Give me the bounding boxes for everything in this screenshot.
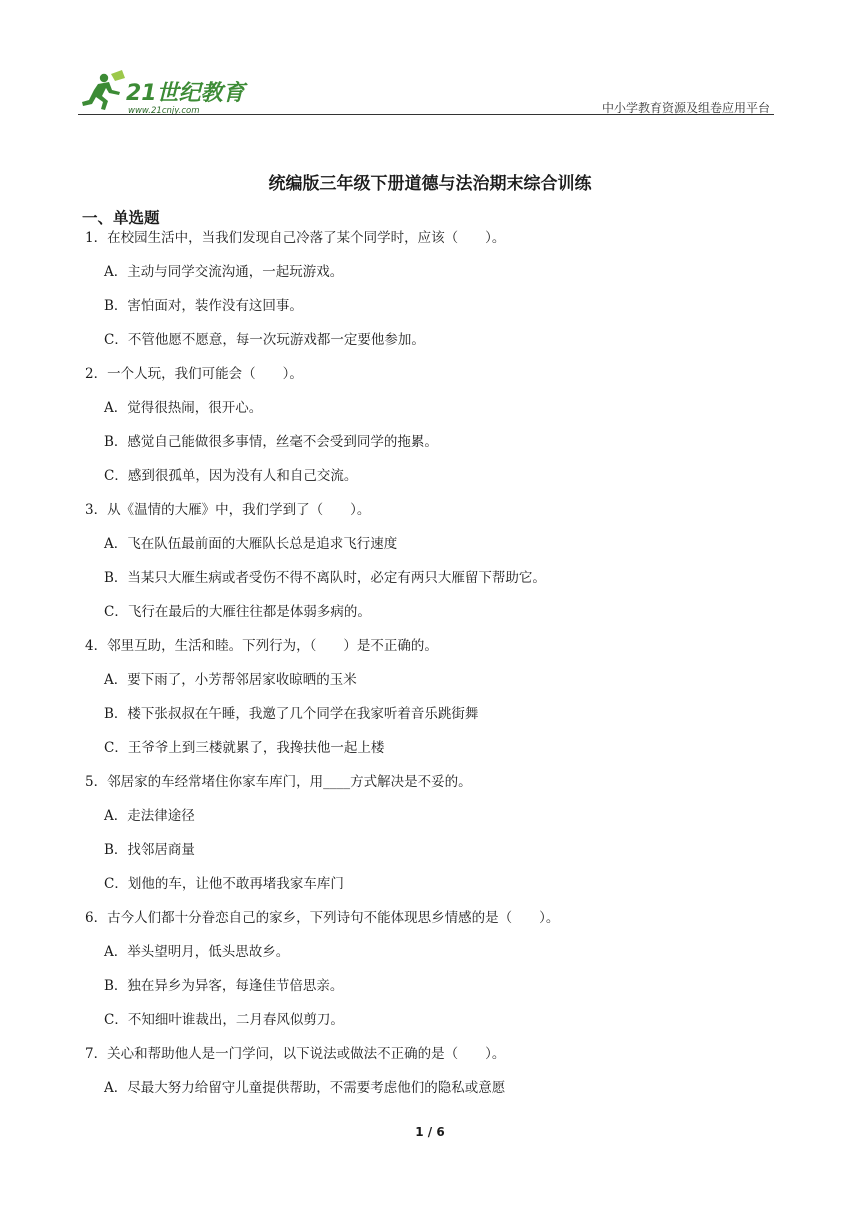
header-rule (78, 114, 774, 115)
question-text: 5．邻居家的车经常堵住你家车库门，用____方式解决是不妥的。 (85, 774, 472, 790)
question-text: 4．邻里互助，生活和睦。下列行为，（ ）是不正确的。 (85, 638, 438, 654)
option-b: B．找邻居商量 (104, 842, 195, 858)
option-b: B．感觉自己能做很多事情，丝毫不会受到同学的拖累。 (104, 434, 438, 450)
question-text: 1．在校园生活中，当我们发现自己冷落了某个同学时，应该（ ）。 (85, 230, 506, 246)
option-c: C．划他的车，让他不敢再堵我家车库门 (104, 876, 344, 892)
option-c: C．不知细叶谁裁出，二月春风似剪刀。 (104, 1012, 344, 1028)
brand-logo (78, 68, 278, 116)
option-b: B．独在异乡为异客，每逢佳节倍思亲。 (104, 978, 344, 994)
platform-name: 中小学教育资源及组卷应用平台 (601, 101, 770, 115)
option-c: C．感到很孤单，因为没有人和自己交流。 (104, 468, 358, 484)
option-a: A．走法律途径 (104, 808, 195, 824)
question-text: 7．关心和帮助他人是一门学问，以下说法或做法不正确的是（ ）。 (85, 1046, 506, 1062)
option-a: A．觉得很热闹，很开心。 (104, 400, 263, 416)
option-b: B．楼下张叔叔在午睡，我邀了几个同学在我家听着音乐跳街舞 (104, 706, 479, 722)
page-header (78, 68, 774, 118)
section-heading: 一、单选题 (82, 209, 160, 227)
option-b: B．害怕面对，装作没有这回事。 (104, 298, 303, 314)
option-a: A．主动与同学交流沟通，一起玩游戏。 (104, 264, 344, 280)
option-a: A．尽最大努力给留守儿童提供帮助，不需要考虑他们的隐私或意愿 (104, 1080, 506, 1096)
question-text: 2．一个人玩，我们可能会（ ）。 (85, 366, 303, 382)
option-c: C．不管他愿不愿意，每一次玩游戏都一定要他参加。 (104, 332, 425, 348)
page-number: 1 / 6 (415, 1125, 445, 1139)
logo-url: www.21cnjy.com (128, 106, 200, 116)
page-title: 统编版三年级下册道德与法治期末综合训练 (268, 174, 592, 194)
option-c: C．飞行在最后的大雁往往都是体弱多病的。 (104, 604, 371, 620)
option-a: A．要下雨了，小芳帮邻居家收晾晒的玉米 (104, 672, 357, 688)
option-a: A．飞在队伍最前面的大雁队长总是追求飞行速度 (104, 536, 398, 552)
option-a: A．举头望明月，低头思故乡。 (104, 944, 290, 960)
question-text: 6．古今人们都十分眷恋自己的家乡，下列诗句不能体现思乡情感的是（ ）。 (85, 910, 560, 926)
logo-text: 21世纪教育 (126, 81, 245, 106)
question-text: 3．从《温情的大雁》中，我们学到了（ ）。 (85, 502, 371, 518)
option-c: C．王爷爷上到三楼就累了，我搀扶他一起上楼 (104, 740, 385, 756)
option-b: B．当某只大雁生病或者受伤不得不离队时，必定有两只大雁留下帮助它。 (104, 570, 546, 586)
